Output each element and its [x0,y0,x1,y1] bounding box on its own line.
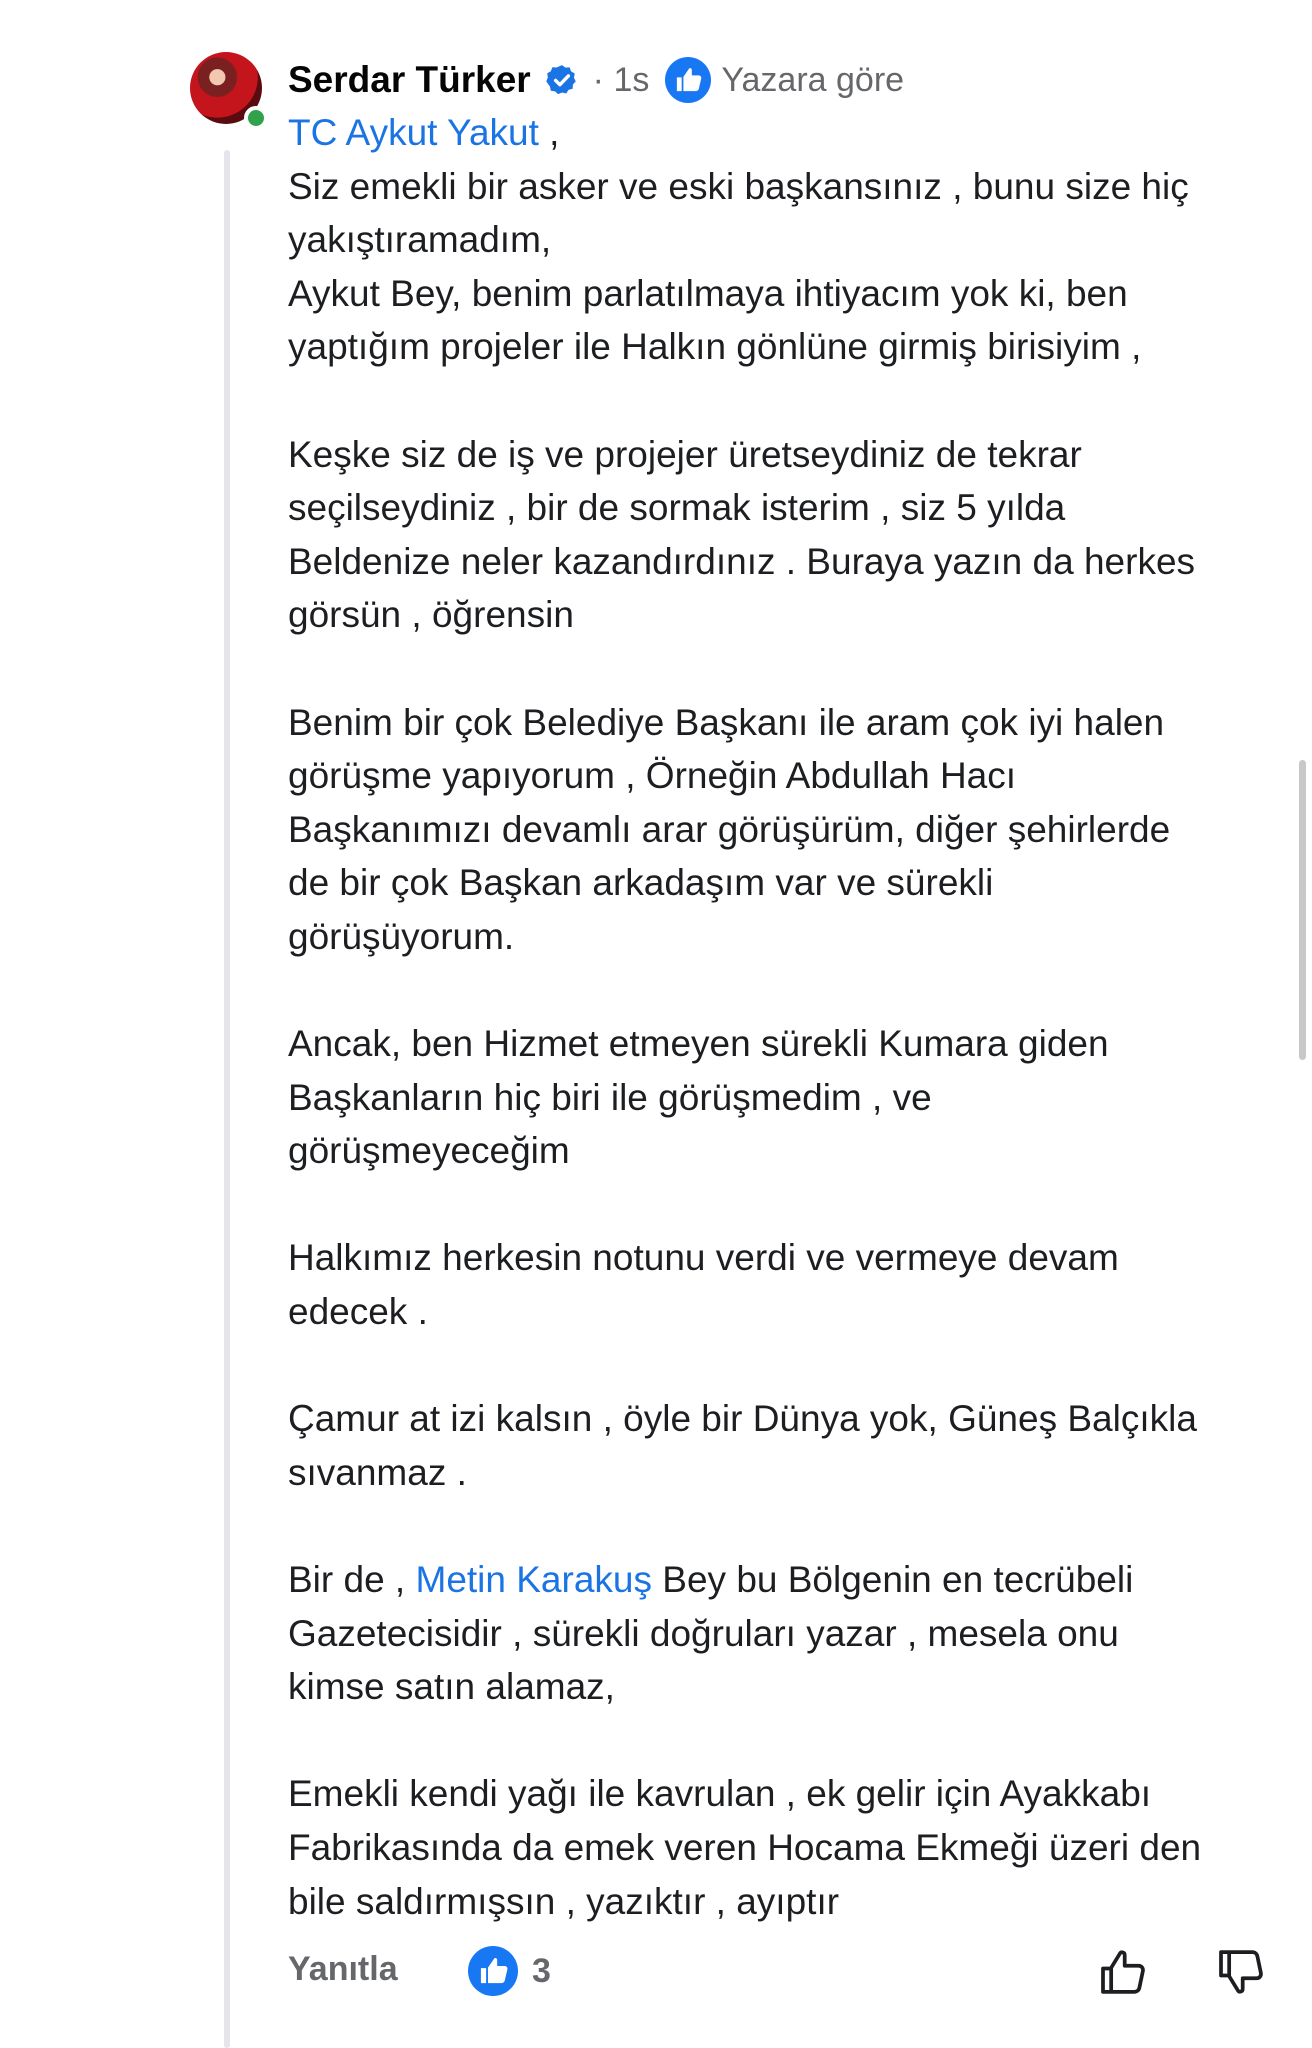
comment-footer [288,1944,1288,1998]
avatar[interactable] [190,52,266,128]
verified-badge-icon [545,63,579,97]
mention-link[interactable]: Metin Karakuş [415,1559,652,1601]
comment-time[interactable]: · 1s [592,60,650,99]
body-line: görsün , öğrensin [288,594,574,636]
body-line: Halkımız herkesin notunu verdi ve vermeye devam [288,1237,1119,1279]
author-name[interactable]: Serdar Türker [288,59,531,100]
body-line [288,1714,1288,1768]
body-line [288,1178,1288,1232]
body-line [288,964,1288,1018]
body-line [288,1339,1288,1393]
scrollbar[interactable] [1299,760,1306,1060]
body-line: yaptığım projeler ile Halkın gönlüne girmiş birisiyim , [288,326,1142,368]
body-line: Keşke siz de iş ve projejer üretseydiniz de tekrar [288,433,1082,475]
like-badge-icon [665,57,711,103]
body-line [288,642,1288,696]
body-line: Benim bir çok Belediye Başkanı ile aram çok iyi halen [288,701,1165,743]
body-line: sıvanmaz . [288,1451,467,1493]
mention-suffix: Bey bu Bölgenin en tecrübeli [652,1559,1134,1601]
comment-header [288,54,904,106]
body-line: yakıştıramadım, [288,219,552,261]
reaction-count: 3 [532,1951,551,1990]
reaction-summary[interactable] [468,1944,551,1998]
reply-button[interactable]: Yanıtla [288,1950,398,1988]
body-line: de bir çok Başkan arkadaşım var ve sürekli [288,862,994,904]
sort-label: Yazara göre [721,60,905,99]
body-line: görüşme yapıyorum , Örneğin Abdullah Hacı [288,755,1017,797]
body-line: Başkanların hiç biri ile görüşmedim , ve [288,1076,932,1118]
body-line: Beldenize neler kazandırdınız . Buraya yazın da herkes [288,540,1196,582]
body-line: seçilseydiniz , bir de sormak isterim , siz 5 yılda [288,487,1066,529]
thread-line [224,150,230,2048]
body-line: Aykut Bey, benim parlatılmaya ihtiyacım yok ki, ben [288,272,1128,314]
body-line: Başkanımızı devamlı arar görüşürüm, diğer şehirlerde [288,808,1171,850]
body-line: Siz emekli bir asker ve eski başkansınız , bunu size hiç [288,165,1189,207]
mention-link[interactable]: TC Aykut Yakut [288,112,539,153]
body-line: Fabrikasında da emek veren Hocama Ekmeği üzeri den [288,1827,1202,1868]
mention-suffix: , [538,112,560,153]
body-line: Gazetecisidir , sürekli doğruları yazar , mesela onu [288,1612,1119,1654]
mention-line [288,1553,1288,1607]
body-line: edecek . [288,1291,428,1333]
body-line: kimse satın alamaz, [288,1666,615,1708]
like-reaction-icon [468,1946,518,1996]
thumbs-down-outline-icon[interactable] [1214,1944,1270,2000]
body-line: Çamur at izi kalsın , öyle bir Dünya yok, Güneş Balçıkla [288,1398,1197,1440]
body-line: bile saldırmışsın , yazıktır , ayıptır [288,1880,840,1922]
body-line: görüşüyorum. [288,915,515,957]
body-line [288,374,1288,428]
body-line [288,1499,1288,1553]
body-line: Emekli kendi yağı ile kavrulan , ek gelir için Ayakkabı [288,1773,1152,1815]
mention-line [288,106,1288,160]
online-status-dot [244,106,268,130]
thumbs-up-outline-icon[interactable] [1096,1944,1152,2000]
body-line: görüşmeyeceğim [288,1130,570,1172]
mention-prefix: Bir de , [288,1559,416,1601]
comment-body [288,106,1288,1928]
body-line: Ancak, ben Hizmet etmeyen sürekli Kumara giden [288,1023,1109,1065]
